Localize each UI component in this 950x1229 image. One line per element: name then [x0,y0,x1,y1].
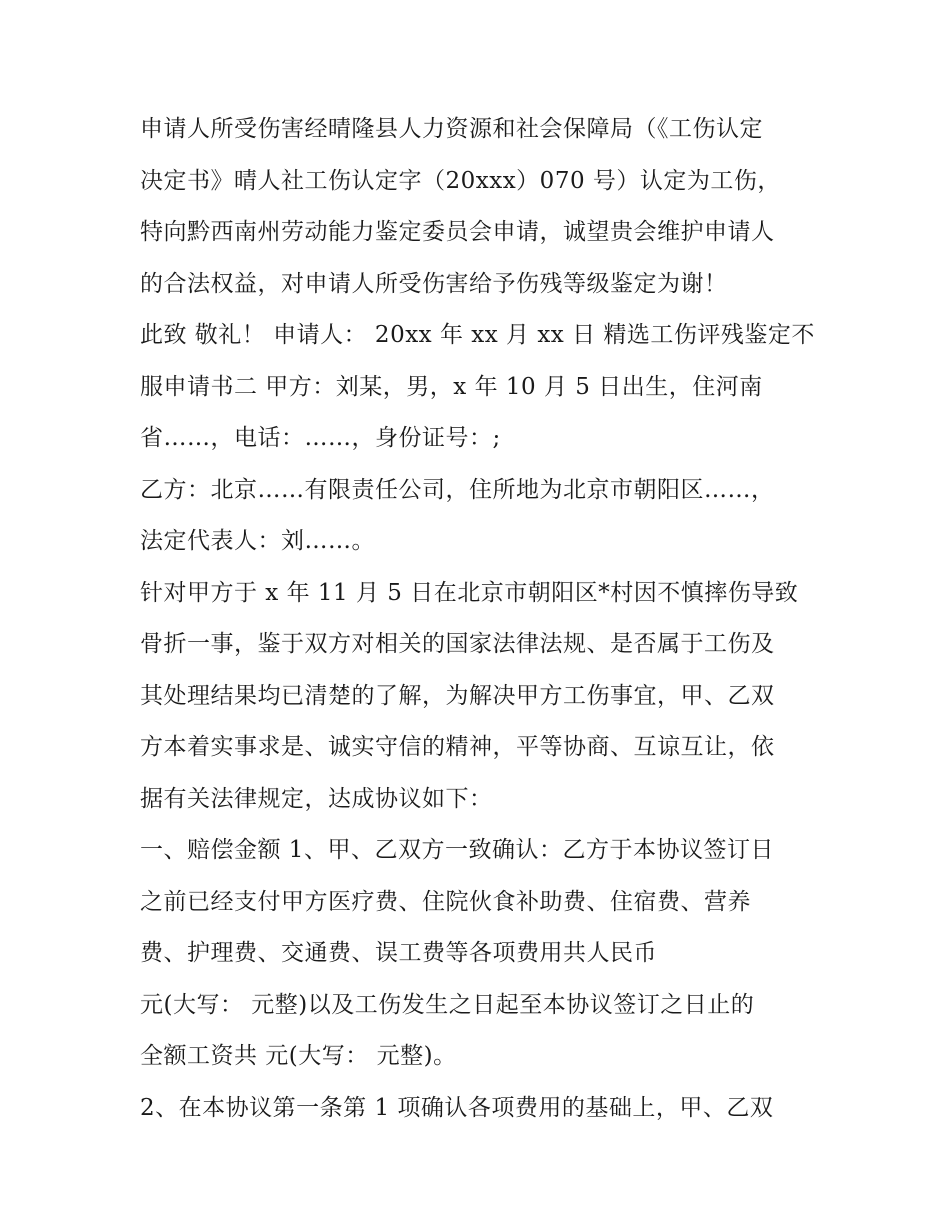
text-line: 决定书》晴人社工伤认定字（20xxx）070 号）认定为工伤， [140,167,781,194]
text-line: 2、在本协议第一条第 1 项确认各项费用的基础上，甲、乙双 [140,1094,774,1121]
text-line: 省……，电话：……，身份证号：; [140,425,501,451]
text-line: 骨折一事，鉴于双方对相关的国家法律法规、是否属于工伤及 [140,631,775,657]
text-line: 全额工资共 元(大写： 元整)。 [140,1043,457,1069]
text-line: 法定代表人：刘……。 [140,528,375,554]
text-line: 方本着实事求是、诚实守信的精神，平等协商、互谅互让，依 [140,734,775,760]
text-line: 乙方：北京……有限责任公司，住所地为北京市朝阳区……， [140,476,775,503]
text-line: 服申请书二 甲方：刘某，男，x 年 10 月 5 日出生，住河南 [140,373,763,400]
document-body [140,104,820,1134]
text-line: 的合法权益，对申请人所受伤害给予伤残等级鉴定为谢！ [140,270,728,297]
text-line: 针对甲方于 x 年 11 月 5 日在北京市朝阳区*村因不慎摔伤导致 [140,579,799,606]
text-line: 一、赔偿金额 1、甲、乙双方一致确认：乙方于本协议签订日 [140,837,774,863]
text-line: 费、护理费、交通费、误工费等各项费用共人民币 [140,940,657,966]
text-line: 其处理结果均已清楚的了解，为解决甲方工伤事宜，甲、乙双 [140,682,775,709]
text-line: 之前已经支付甲方医疗费、住院伙食补助费、住宿费、营养 [140,888,751,915]
text-line: 此致 敬礼！ 申请人： 20xx 年 xx 月 xx 日 精选工伤评残鉴定不 [140,322,815,348]
text-line: 元(大写： 元整)以及工伤发生之日起至本协议签订之日止的 [140,991,755,1018]
text-line: 申请人所受伤害经晴隆县人力资源和社会保障局（《工伤认定 [140,116,763,142]
text-line: 特向黔西南州劳动能力鉴定委员会申请，诚望贵会维护申请人 [140,219,775,245]
text-line: 据有关法律规定，达成协议如下： [140,785,493,812]
